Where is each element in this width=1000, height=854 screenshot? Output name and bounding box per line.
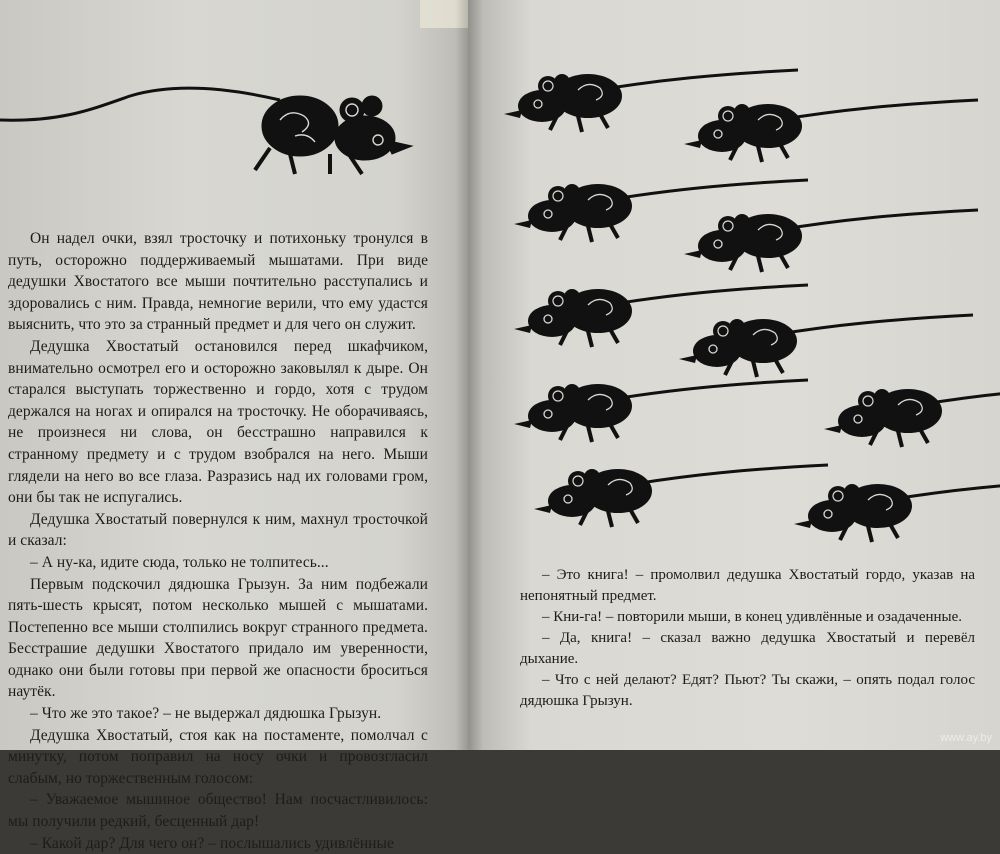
paragraph: – Что с ней делают? Едят? Пьют? Ты скажи, – опять подал голос дядюшка Грызун. bbox=[520, 672, 975, 709]
mouse-figure bbox=[794, 480, 1000, 542]
left-page bbox=[0, 0, 468, 852]
watermark: www.ay.by bbox=[940, 732, 992, 744]
right-page bbox=[468, 0, 1000, 750]
mice-procession-illustration bbox=[468, 40, 1000, 540]
mouse-figure bbox=[684, 210, 978, 272]
paragraph: Он надел очки, взял тросточку и потихоньку тронулся в путь, осторожно поддерживаемый мышатами. При виде дедушки Хвостатого все мыши почтительно расступались и здоровались с ним. Правда, немногие верили, что ему удастся выяснить, что это за странный предмет и для чего он служит. bbox=[8, 230, 428, 334]
paragraph: – Да, книга! – сказал важно дедушка Хвостатый и перевёл дыхание. bbox=[520, 630, 975, 667]
mouse-figure bbox=[684, 100, 978, 162]
paragraph: Дедушка Хвостатый, стоя как на постаменте, помолчал с минутку, потом поправил на носу очки и провозгласил слабым, но торжественным голосом: bbox=[8, 726, 428, 787]
paragraph: – Что же это такое? – не выдержал дядюшка Грызун. bbox=[30, 705, 382, 723]
paragraph: Дедушка Хвостатый повернулся к ним, махнул тросточкой и сказал: bbox=[8, 510, 428, 550]
paragraph: – Кни-га! – повторили мыши, в конец удивлённые и озадаченные. bbox=[542, 609, 963, 625]
paragraph: – Это книга! – промолвил дедушка Хвостатый гордо, указав на непонятный предмет. bbox=[520, 567, 975, 604]
mouse-figure bbox=[534, 465, 828, 527]
mouse-figure bbox=[679, 315, 973, 377]
paragraph: – Уважаемое мышиное общество! Нам посчастливилось: мы получили редкий, бесценный дар! bbox=[8, 791, 428, 831]
mouse-illustration-left bbox=[0, 70, 440, 190]
mouse-figure bbox=[514, 380, 808, 442]
paragraph: Дедушка Хвостатый остановился перед шкафчиком, внимательно осмотрел его и осторожно заковылял к дыре. Он старался выступать торжественно и гордо, хотя с трудом держался на ногах и опирался на тросточку. Не оборачиваясь, не произнеся ни слова, он бесстрашно направился к странному предмету и с трудом взобрался на него. Мыши глядели на него во все глаза. Разразись над их головами гром, они бы так не испугались. bbox=[8, 337, 428, 507]
mouse-figure bbox=[824, 385, 1000, 447]
right-page-text bbox=[520, 565, 975, 712]
paragraph: Первым подскочил дядюшка Грызун. За ним подбежали пять-шесть крысят, потом несколько мышей с мышатами. Постепенно все мыши столпились вокруг странного предмета. Бесстрашие дедушки Хвостатого придало им уверенности, однако они были готовы при первой же опасности броситься наутёк. bbox=[8, 575, 428, 701]
left-page-text bbox=[8, 228, 428, 854]
paragraph: – А ну-ка, идите сюда, только не толпитесь... bbox=[30, 553, 329, 571]
paragraph: – Какой дар? Для чего он? – послышались удивлённые bbox=[30, 834, 394, 852]
